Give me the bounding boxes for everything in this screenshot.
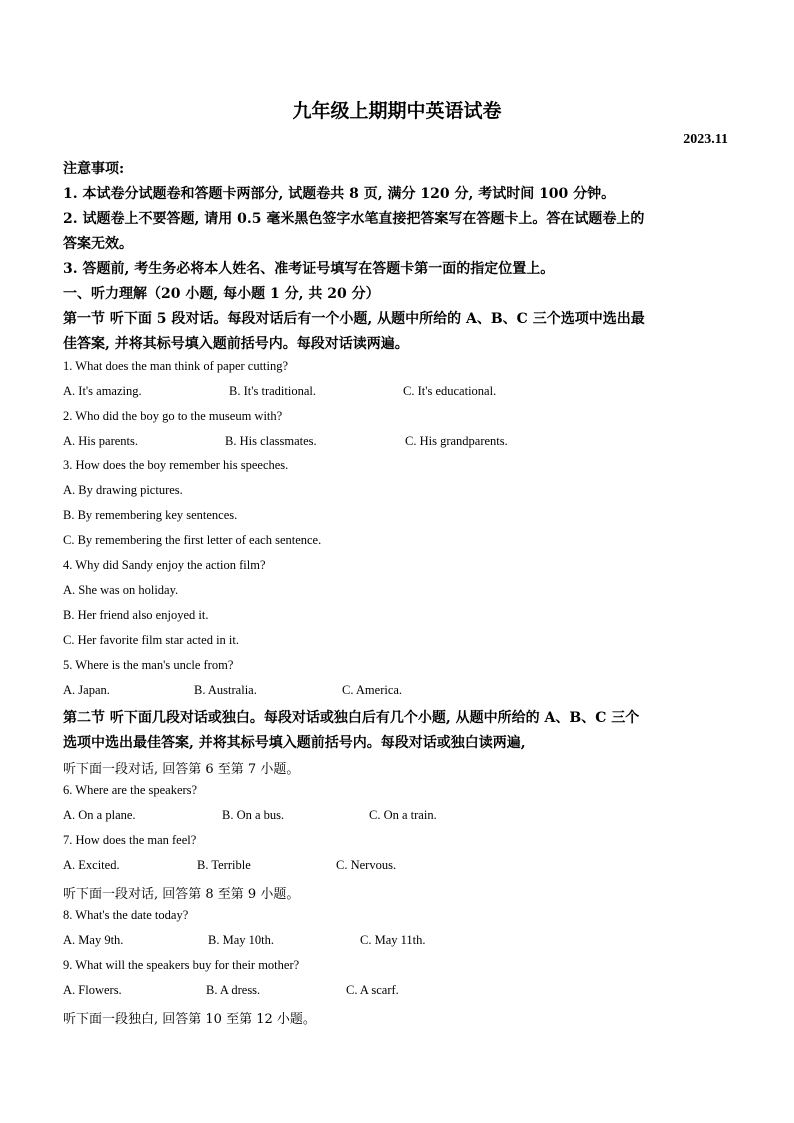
q9-option-c: C. A scarf. xyxy=(346,983,399,997)
q5-option-c: C. America. xyxy=(342,683,403,697)
q3-option-b: B. By remembering key sentences. xyxy=(63,508,238,522)
question-8: 8. What's the date today? xyxy=(63,908,189,922)
q1-option-c: C. It's educational. xyxy=(403,384,497,398)
question-9: 9. What will the speakers buy for their mother? xyxy=(63,958,300,972)
q4-option-c: C. Her favorite film star acted in it. xyxy=(63,633,239,647)
q8-option-b: B. May 10th. xyxy=(208,933,274,947)
notes-heading: 注意事项: xyxy=(63,161,125,177)
note-2-cont: 答案无效。 xyxy=(63,236,133,252)
q5-option-b: B. Australia. xyxy=(194,683,257,697)
q1-option-a: A. It's amazing. xyxy=(63,384,142,398)
section1-instruction-cont: 佳答案, 并将其标号填入题前括号内。每段对话读两遍。 xyxy=(63,336,409,352)
section2-instruction-cont: 选项中选出最佳答案, 并将其标号填入题前括号内。每段对话或独白读两遍, xyxy=(63,735,526,751)
q3-option-c: C. By remembering the first letter of each sentence. xyxy=(63,533,322,547)
instruction-q8-9: 听下面一段对话, 回答第 8 至第 9 小题。 xyxy=(63,887,300,902)
instruction-q10-12: 听下面一段独白, 回答第 10 至第 12 小题。 xyxy=(63,1012,316,1027)
q7-option-a: A. Excited. xyxy=(63,858,120,872)
q8-option-c: C. May 11th. xyxy=(360,933,426,947)
question-4: 4. Why did Sandy enjoy the action film? xyxy=(63,558,266,572)
question-3: 3. How does the boy remember his speeches. xyxy=(63,458,289,472)
q7-option-b: B. Terrible xyxy=(197,858,251,872)
section1-instruction: 第一节 听下面 5 段对话。每段对话后有一个小题, 从题中所给的 A、B、C 三个选项中选出最 xyxy=(63,311,645,327)
q5-option-a: A. Japan. xyxy=(63,683,110,697)
question-6: 6. Where are the speakers? xyxy=(63,783,198,797)
note-3: 3. 答题前, 考生务必将本人姓名、准考证号填写在答题卡第一面的指定位置上。 xyxy=(63,261,555,277)
question-1: 1. What does the man think of paper cutting? xyxy=(63,359,289,373)
q9-option-a: A. Flowers. xyxy=(63,983,122,997)
exam-date: 2023.11 xyxy=(683,132,728,147)
q2-option-a: A. His parents. xyxy=(63,434,138,448)
q2-option-b: B. His classmates. xyxy=(225,434,317,448)
q4-option-a: A. She was on holiday. xyxy=(63,583,179,597)
q6-option-b: B. On a bus. xyxy=(222,808,285,822)
q8-option-a: A. May 9th. xyxy=(63,933,124,947)
part1-heading: 一、听力理解（20 小题, 每小题 1 分, 共 20 分） xyxy=(63,286,380,302)
question-5: 5. Where is the man's uncle from? xyxy=(63,658,234,672)
q7-option-c: C. Nervous. xyxy=(336,858,397,872)
note-1: 1. 本试卷分试题卷和答题卡两部分, 试题卷共 8 页, 满分 120 分, 考试时间 100 分钟。 xyxy=(63,186,616,202)
instruction-q6-7: 听下面一段对话, 回答第 6 至第 7 小题。 xyxy=(63,762,300,777)
q2-option-c: C. His grandparents. xyxy=(405,434,508,448)
q1-option-b: B. It's traditional. xyxy=(229,384,316,398)
q6-option-c: C. On a train. xyxy=(369,808,437,822)
q3-option-a: A. By drawing pictures. xyxy=(63,483,183,497)
question-2: 2. Who did the boy go to the museum with? xyxy=(63,409,283,423)
page-title: 九年级上期期中英语试卷 xyxy=(292,100,502,122)
q9-option-b: B. A dress. xyxy=(206,983,261,997)
section2-instruction: 第二节 听下面几段对话或独白。每段对话或独白后有几个小题, 从题中所给的 A、B、C 三个 xyxy=(63,710,640,726)
question-7: 7. How does the man feel? xyxy=(63,833,197,847)
q6-option-a: A. On a plane. xyxy=(63,808,136,822)
note-2: 2. 试题卷上不要答题, 请用 0.5 毫米黑色签字水笔直接把答案写在答题卡上。答在试题卷上的 xyxy=(63,211,645,227)
q4-option-b: B. Her friend also enjoyed it. xyxy=(63,608,209,622)
